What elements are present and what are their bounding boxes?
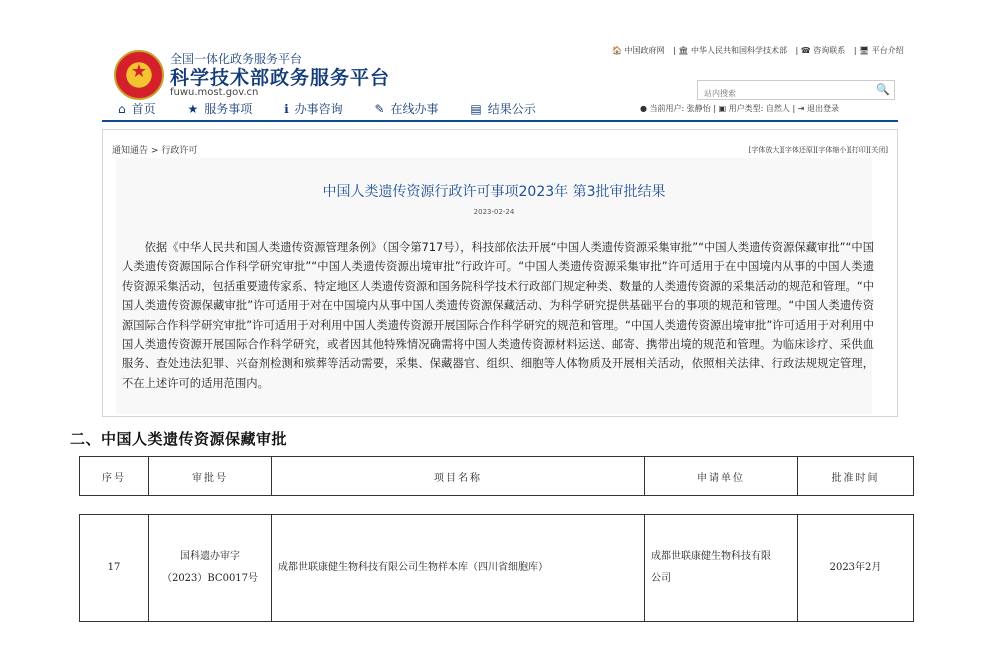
- cell-index: 17: [80, 515, 149, 622]
- logout-icon: ⇥: [797, 104, 805, 113]
- nav-consult[interactable]: ℹ 办事咨询: [284, 102, 343, 116]
- section-heading: 二、中国人类遗传资源保藏审批: [70, 430, 288, 448]
- article-body: 依据《中华人民共和国人类遗传资源管理条例》（国令第717号），科技部依法开展“中国人类遗传资源采集审批”“中国人类遗传资源保藏审批”“中国人类遗传资源国际合作科学研究审批”“中国人类遗传资源出境审批”行政许可。“中国人类遗传资源采集审批”许可适用于在中国境内从事的中国人类遗传资源采集活动，包括重要遗传家系、特定地区人类遗传资源和国务院科学技术行政部门规定种类、数量的人类遗传资源的采集活动的规范和管理。“中国人类遗传资源保藏审批”许可适用于对在中国境内从事中国人类遗传资源保藏活动、为科学研究提供基础平台的事项的规范和管理。“中国人类遗传资源国际合作科学研究审批”许可适用于对利用中国人类遗传资源开展国际合作科学研究的规范和管理。“中国人类遗传资源出境审批”许可适用于对利用中国人类遗传资源开展国际合作科学研究，或者因其他特殊情况确需将中国人类遗传资源材料运送、邮寄、携带出境的规范和管理。为临床诊疗、采供血服务、查处违法犯罪、兴奋剂检测和殡葬等活动需要，采集、保藏器官、组织、细胞等人体物质及开展相关活动，依照相关法律、行政法规规定管理，不在上述许可的适用范围内。: [122, 241, 874, 390]
- font-controls: [749, 145, 888, 155]
- font-shrink-button[interactable]: [字体缩小]: [815, 146, 850, 154]
- header-project: 项目名称: [272, 457, 645, 496]
- nav-online[interactable]: ✎ 在线办事: [374, 102, 439, 116]
- header-approved-time: 批准时间: [798, 457, 914, 496]
- most-portal-link[interactable]: 🏛 中华人民共和国科学技术部: [678, 46, 787, 55]
- search-icon[interactable]: 🔍: [876, 83, 890, 96]
- site-domain: fuwu.most.gov.cn: [170, 87, 259, 98]
- cell-applicant: 成都世联康健生物科技有限 公司: [645, 515, 798, 622]
- user-bar: ● 当前用户: 张静怡 | ▣ 用户类型: 自然人 | ⇥ 退出登录: [640, 104, 839, 113]
- font-reset-button[interactable]: [字体还原]: [782, 146, 816, 154]
- cell-approved-time: 2023年2月: [798, 515, 914, 622]
- info-icon: ℹ: [284, 102, 289, 116]
- article-title: 中国人类遗传资源行政许可事项2023年 第3批审批结果: [322, 184, 666, 200]
- table-body: [79, 514, 914, 622]
- header-approval-no: 审批号: [149, 457, 272, 496]
- nav-services[interactable]: ★ 服务事项: [187, 102, 253, 116]
- cell-project: 成都世联康健生物科技有限公司生物样本库（四川省细胞库）: [272, 515, 645, 622]
- main-nav: [118, 100, 564, 117]
- breadcrumb-parent[interactable]: 通知通告: [112, 146, 149, 156]
- top-links: 🏠 中国政府网 | 🏛 中华人民共和国科学技术部 | ☎ 咨询联系 | 🖥 平台介绍: [612, 45, 910, 56]
- site-subtitle: 全国一体化政务服务平台: [170, 52, 303, 66]
- table-row: [80, 515, 914, 622]
- user-icon: ●: [640, 104, 647, 113]
- nav-home[interactable]: ⌂ 首页: [118, 102, 156, 116]
- search-input[interactable]: [698, 85, 868, 103]
- contact-link[interactable]: ☎ 咨询联系: [800, 46, 846, 55]
- font-enlarge-button[interactable]: [字体放大]: [748, 146, 783, 154]
- pencil-icon: ✎: [374, 102, 385, 116]
- header-applicant: 申请单位: [645, 457, 798, 496]
- intro-link[interactable]: 🖥 平台介绍: [859, 46, 904, 55]
- current-user: 当前用户: 张静怡: [649, 104, 711, 113]
- header-index: 序号: [80, 457, 149, 496]
- search-box: [697, 80, 895, 100]
- gov-portal-link[interactable]: 🏠 中国政府网: [612, 46, 665, 55]
- site-title[interactable]: 科学技术部政务服务平台: [170, 67, 391, 89]
- breadcrumb: [112, 143, 197, 156]
- list-icon: ▤: [470, 102, 482, 116]
- article-date: 2023-02-24: [473, 208, 515, 216]
- home-icon: ⌂: [118, 102, 126, 116]
- breadcrumb-separator: >: [150, 146, 159, 156]
- breadcrumb-current[interactable]: 行政许可: [161, 146, 198, 156]
- user-type: 用户类型: 自然人: [728, 104, 790, 113]
- table-header: [79, 456, 914, 496]
- nav-results[interactable]: ▤ 结果公示: [470, 102, 536, 116]
- star-icon: ★: [187, 102, 199, 116]
- national-emblem-icon: ★: [114, 50, 164, 100]
- cell-approval-no: 国科遗办审字 （2023）BC0017号: [149, 515, 272, 622]
- print-button[interactable]: [打印]: [849, 146, 869, 154]
- nav-divider: [102, 120, 898, 122]
- logout-link[interactable]: 退出登录: [806, 104, 839, 113]
- close-button[interactable]: [关闭]: [868, 146, 888, 154]
- user-type-icon: ▣: [718, 104, 727, 113]
